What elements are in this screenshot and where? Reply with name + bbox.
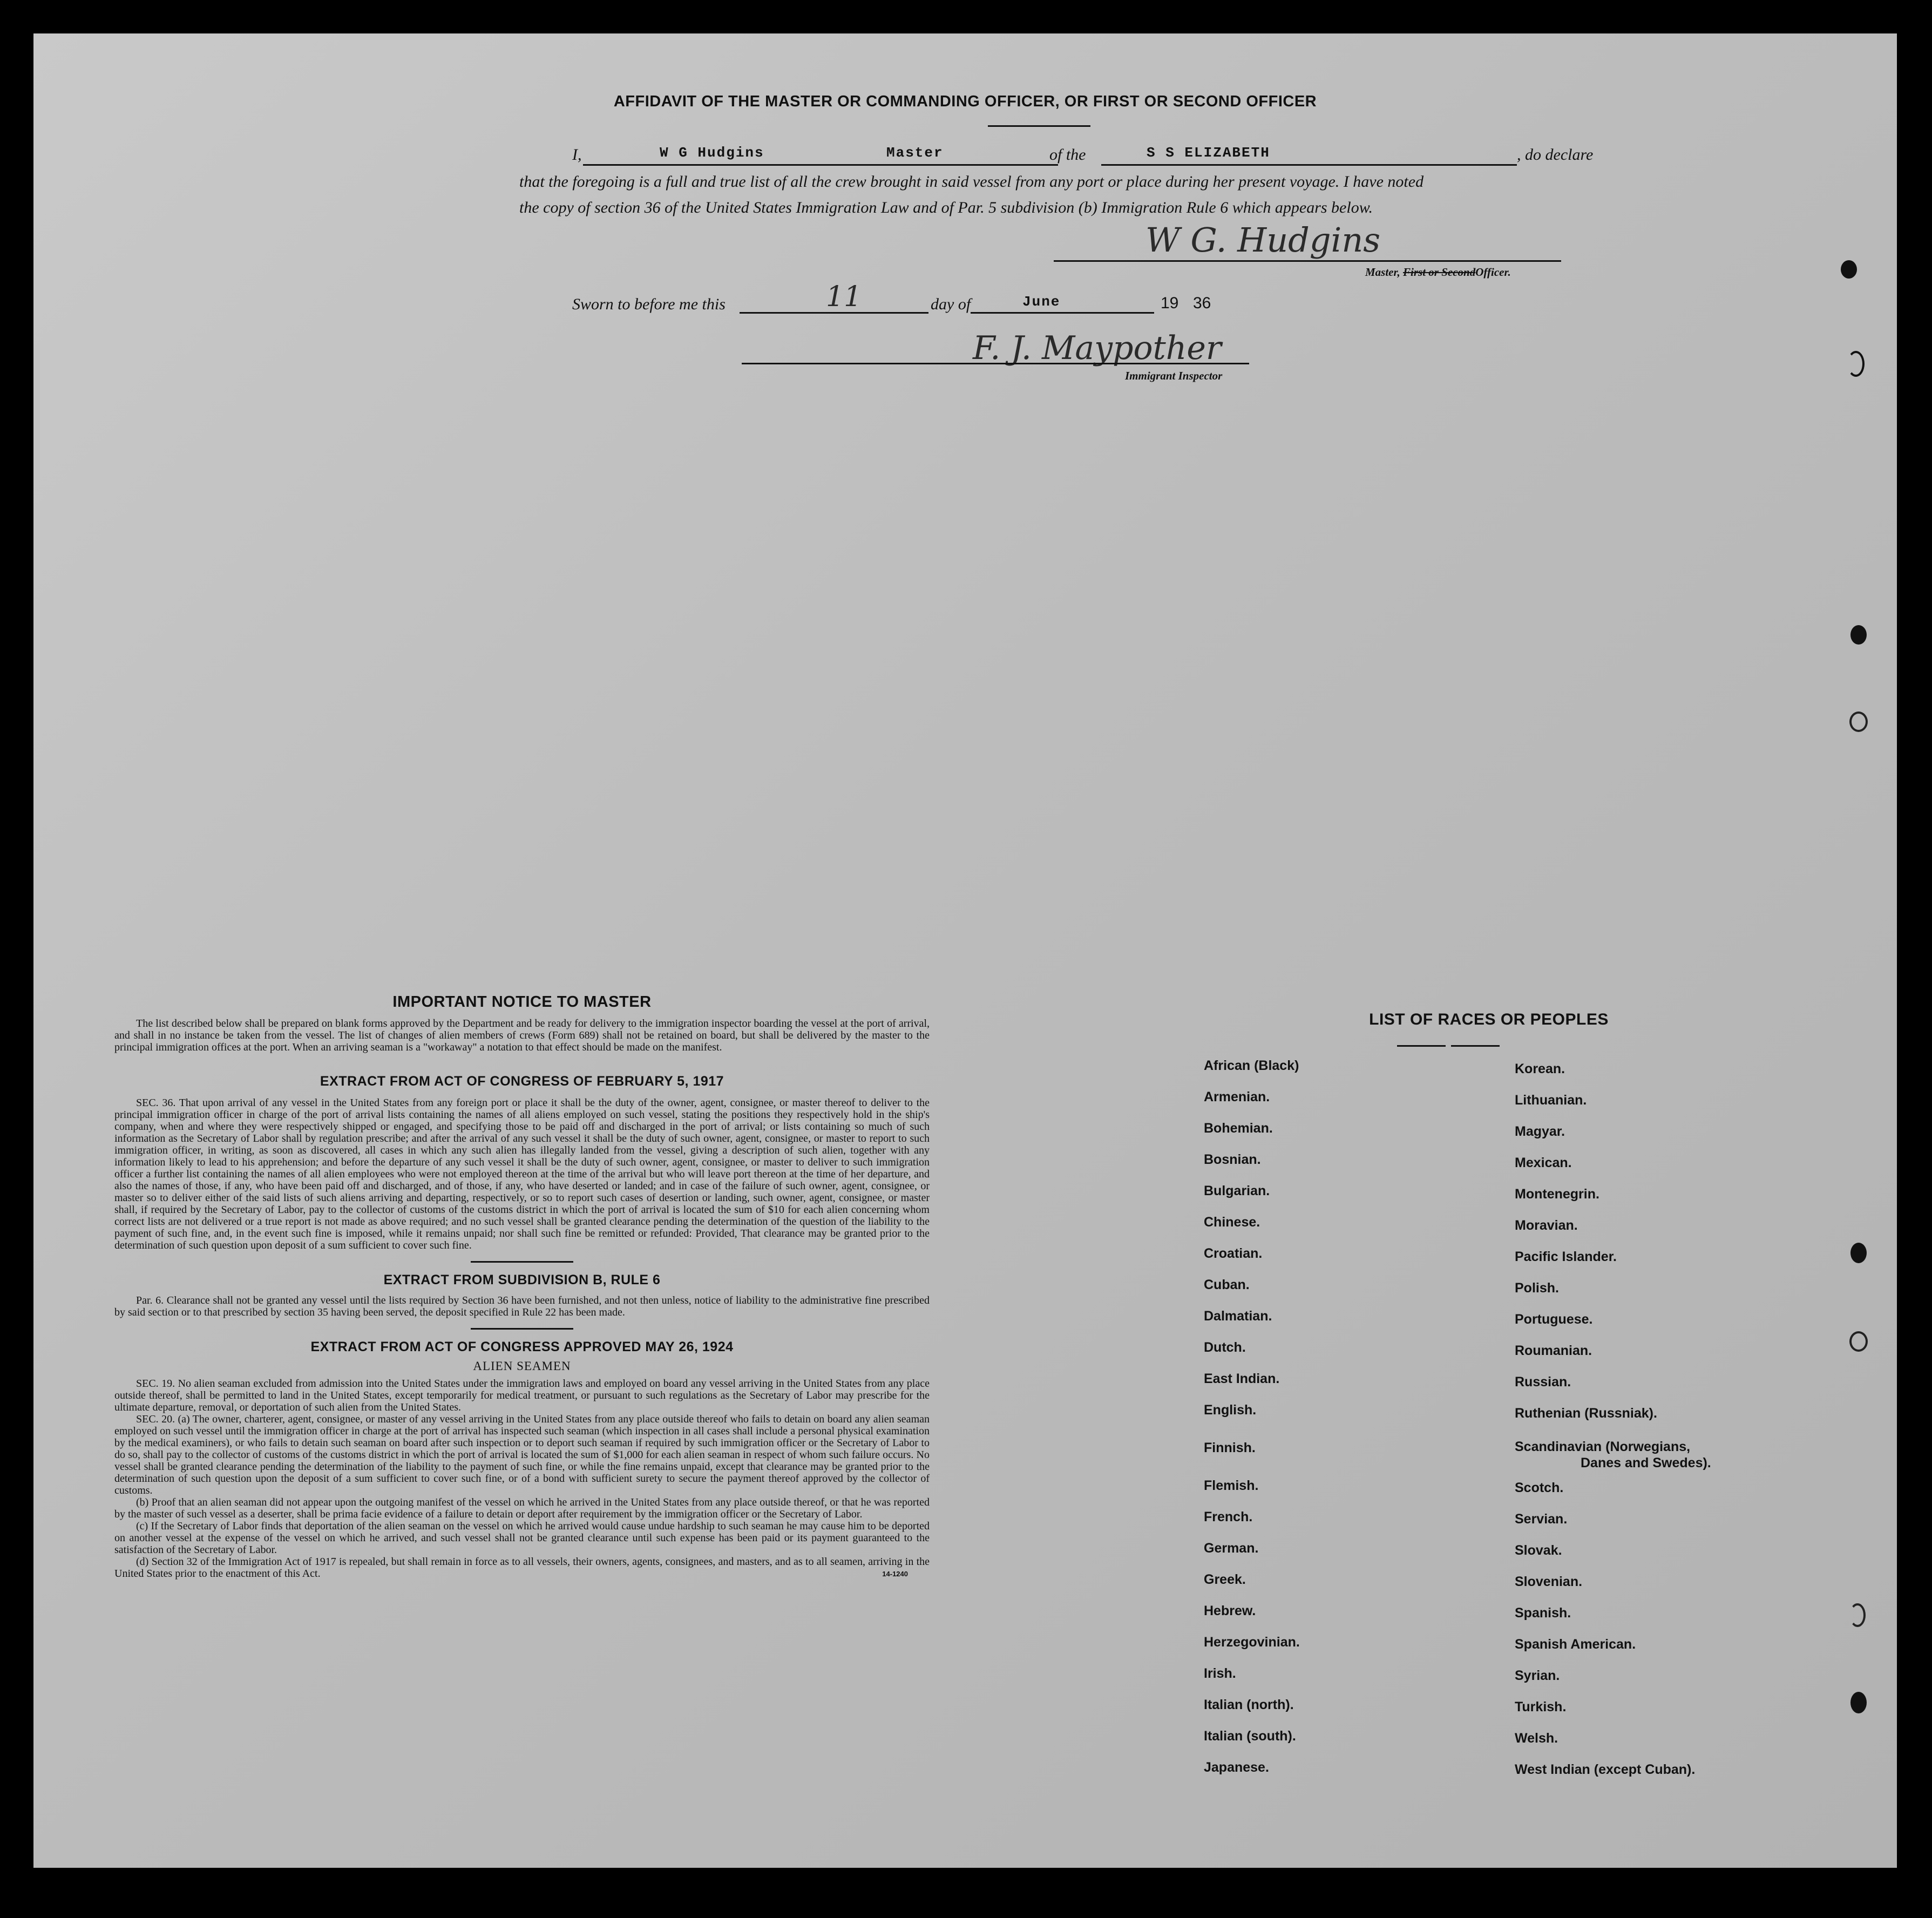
race-item: Turkish.: [1515, 1699, 1567, 1714]
master-caption-struck: First or Second: [1403, 266, 1476, 279]
races-rule-left: [1397, 1045, 1446, 1047]
rank-field[interactable]: Master: [886, 145, 944, 161]
race-item: Herzegovinian.: [1204, 1635, 1300, 1650]
race-item: French.: [1204, 1509, 1253, 1524]
race-item: Croatian.: [1204, 1246, 1263, 1261]
document-page: [33, 33, 1897, 1868]
master-name-field[interactable]: W G Hudgins: [660, 145, 764, 161]
extract2-title: EXTRACT FROM SUBDIVISION B, RULE 6: [383, 1272, 661, 1287]
extract1-rule: [471, 1261, 573, 1263]
binder-hole-6: [1849, 1331, 1868, 1352]
race-item: Scotch.: [1515, 1480, 1564, 1495]
notice-title: IMPORTANT NOTICE TO MASTER: [392, 993, 652, 1011]
notice-text: The list described below shall be prepared on blank forms approved by the Department and be ready for delivery to the immigration inspector boarding the vessel at the port of arrival, and shall in no instance be taken from the vessel. The list of changes of alien members of crews (Form 689) shall not be retained on board, but shall be delivered by the master to the principal immigration offices at the port. When an arriving seaman is a "workaway" a notation to that effect should be made on the manifest.: [114, 1018, 930, 1053]
binder-hole-4: [1849, 711, 1868, 732]
binder-hole-8: [1850, 1692, 1867, 1713]
race-item: Slovenian.: [1515, 1574, 1583, 1589]
race-item: Magyar.: [1515, 1124, 1565, 1139]
race-item: Hebrew.: [1204, 1603, 1256, 1618]
race-item: Moravian.: [1515, 1218, 1578, 1233]
sworn-label: Sworn to before me this: [572, 295, 726, 313]
race-item: Chinese.: [1204, 1215, 1260, 1230]
notice-column: [114, 993, 930, 1578]
race-item: Montenegrin.: [1515, 1187, 1599, 1202]
race-item: English.: [1204, 1402, 1257, 1418]
extract2-rule: [471, 1328, 573, 1330]
race-item: German.: [1204, 1541, 1259, 1556]
vessel-field[interactable]: S S ELIZABETH: [1147, 145, 1270, 161]
inspector-signature-line: [742, 363, 1249, 364]
race-item: East Indian.: [1204, 1371, 1280, 1386]
master-signature-line: [1054, 260, 1561, 262]
race-item: Roumanian.: [1515, 1343, 1592, 1358]
extract2-text: Par. 6. Clearance shall not be granted any vessel until the lists required by Section 36 have been furnished, and not then unless, notice of liability to the administrative fine prescribed by said section or to that prescribed by section 35 having been served, the deposit specified in Rule 22 has been made.: [114, 1295, 930, 1318]
race-item: Syrian.: [1515, 1668, 1560, 1683]
race-item: Korean.: [1515, 1061, 1565, 1076]
race-right-continuation: Danes and Swedes).: [1581, 1455, 1711, 1470]
race-item: Irish.: [1204, 1666, 1236, 1681]
race-item: Spanish American.: [1515, 1637, 1636, 1652]
master-caption-master: Master,: [1365, 266, 1400, 279]
year-prefix: 19: [1161, 294, 1179, 312]
extract3-title: EXTRACT FROM ACT OF CONGRESS APPROVED MAY 26, 1924: [310, 1339, 734, 1354]
binder-hole-2: [1847, 351, 1865, 377]
race-item: Finnish.: [1204, 1440, 1256, 1455]
race-item: Cuban.: [1204, 1277, 1250, 1292]
race-item: Servian.: [1515, 1512, 1568, 1527]
race-item: Bosnian.: [1204, 1152, 1261, 1167]
title-rule: [988, 125, 1090, 127]
do-declare-label: , do declare: [1517, 146, 1594, 164]
race-item: Greek.: [1204, 1572, 1246, 1587]
race-item: Bohemian.: [1204, 1121, 1273, 1136]
sec19-text: SEC. 19. No alien seaman excluded from admission into the United States under the immigration laws and employed on board any vessel arriving in the United States from any place outside thereof, shall be permitted to land in the United States, except temporarily for medical treatment, or pursuant to such regulations as the Secretary of Labor may prescribe for the ultimate departure, removal, or deportation of such alien from the United States.: [114, 1378, 930, 1413]
sec20c-text: (c) If the Secretary of Labor finds that deportation of the alien seaman on the vessel on which he arrived would cause undue hardship to such seaman he may cause him to be deported on another vessel at the expense of the vessel on which he arrived, and such vessel shall not be granted clearance until such expense has been paid or its payment guaranteed to the satisfaction of the Secretary of Labor.: [114, 1520, 930, 1556]
race-item: Spanish.: [1515, 1605, 1571, 1621]
race-item: Italian (south).: [1204, 1729, 1296, 1744]
of-the-label: of the: [1049, 146, 1086, 164]
affidavit-line2: that the foregoing is a full and true list of all the crew brought in said vessel from any port or place during her present voyage. I have noted: [519, 173, 1424, 191]
race-item: Armenian.: [1204, 1089, 1270, 1104]
race-item: Dalmatian.: [1204, 1309, 1272, 1324]
extract1-text: SEC. 36. That upon arrival of any vessel in the United States from any foreign port or place it shall be the duty of the owner, agent, consignee, or master thereof to deliver to the principal immigration officer in charge of the port of arrival lists containing the names of all aliens employed on such vessel, stating the positions they respectively hold in the ship's company, when and where they were respectively shipped or engaged, and specifying those to be paid off and discharged in the port of arrival; or lists containing so much of such information as the Secretary of Labor shall by regulation prescribe; and after the arrival of any such vessel it shall be the duty of such owner, agent, consignee, or master to report to such immigration officer, in writing, as soon as discovered, all cases in which any such alien has illegally landed from the vessel, giving a description of such alien, together with any information likely to lead to his apprehension; and before the departure of any such vessel it shall be the duty of such owner, agent, consignee, or master to deliver to such immigration officer a further list containing the names of all alien employees who were not employed thereon at the time of the arrival but who will leave port thereon at the time of her departure, and also the names of those, if any, who have been paid off and discharged, and of those, if any, who have deserted or landed; and in case of the failure of such owner, agent, consignee, or master so to deliver either of the said lists of such aliens arriving and departing, respectively, or so to report such cases of desertion or landing, such owner, agent, consignee, or master shall, if required by the Secretary of Labor, pay to the collector of customs of the customs district in which the port of arrival is located the sum of $10 for each alien concerning whom correct lists are not delivered or a true report is not made as above required; and no such vessel shall be granted clearance pending the determination of the question of the liability to the payment of such fine, and, in the event such fine is imposed, while it remains unpaid; nor shall such fine be remitted or refunded: Provided, That clearance may be granted prior to the determination of such question upon deposit of a sum sufficient to cover such fine.: [114, 1097, 930, 1251]
sec20a-text: SEC. 20. (a) The owner, charterer, agent, consignee, or master of any vessel arriving in the United States from any place outside thereof who fails to detain on board any alien seaman employed on such vessel until the immigration officer in charge at the port of arrival has inspected such seaman (which inspection in all cases shall include a personal physical examination by the medical examiners), or who fails to detain such seaman on board after such inspection or to deport such seaman if required by such immigration officer or the Secretary of Labor to do so, shall pay to the collector of customs of the customs district in which the port of arrival is located the sum of $1,000 for each alien seaman in respect of whom such failure occurs. No vessel shall be granted clearance pending the determination of the liability to the payment of such fine, or while the fine remains unpaid, except that clearance may be granted prior to the determination of such question upon the deposit of a sum sufficient to cover such fine, or of a bond with sufficient surety to secure the payment thereof approved by the collector of customs.: [114, 1413, 930, 1496]
race-item: Dutch.: [1204, 1340, 1246, 1355]
binder-hole-1: [1841, 260, 1857, 279]
race-item: Polish.: [1515, 1280, 1559, 1296]
race-item: Italian (north).: [1204, 1697, 1294, 1712]
name-line: [583, 164, 1058, 166]
race-item: Ruthenian (Russniak).: [1515, 1406, 1657, 1421]
affidavit-title: AFFIDAVIT OF THE MASTER OR COMMANDING OFFICER, OR FIRST OR SECOND OFFICER: [613, 93, 1317, 110]
race-item: Pacific Islander.: [1515, 1249, 1617, 1264]
affidavit-line3: the copy of section 36 of the United States Immigration Law and of Par. 5 subdivision (b) Immigration Rule 6 which appears below.: [519, 199, 1373, 216]
sec20d-text: (d) Section 32 of the Immigration Act of 1917 is repealed, but shall remain in force as to all vessels, their owners, agents, consignees, and masters, and as to all seamen, arriving in the United States prior to the enactment of this Act.: [114, 1556, 930, 1580]
master-caption: [1365, 266, 1511, 279]
year-suffix[interactable]: 36: [1193, 294, 1211, 312]
race-item: Flemish.: [1204, 1478, 1259, 1493]
sworn-day-field[interactable]: 11: [826, 281, 862, 313]
race-item: Russian.: [1515, 1374, 1571, 1390]
extract1-title: EXTRACT FROM ACT OF CONGRESS OF FEBRUARY 5, 1917: [320, 1074, 724, 1089]
race-item: Slovak.: [1515, 1543, 1562, 1558]
form-number: 14-1240: [882, 1570, 908, 1578]
races-title: LIST OF RACES OR PEOPLES: [1369, 1011, 1609, 1028]
races-rule-right: [1451, 1045, 1500, 1047]
race-item: Mexican.: [1515, 1155, 1572, 1170]
master-signature: W G. Hudgins: [1145, 220, 1381, 260]
inspector-signature: F. J. Maypother: [973, 329, 1222, 367]
sworn-month-field[interactable]: June: [1022, 294, 1061, 310]
race-item: Portuguese.: [1515, 1312, 1593, 1327]
race-item: Bulgarian.: [1204, 1183, 1270, 1198]
binder-hole-3: [1850, 625, 1867, 645]
sec20b-text: (b) Proof that an alien seaman did not appear upon the outgoing manifest of the vessel on which he arrived in the United States from any place outside thereof, or that he was reported by the master of such vessel as a deserter, shall be prima facie evidence of a failure to detain or deport after requirement by the immigration officer or the Secretary of Labor.: [114, 1496, 930, 1520]
master-caption-officer: Officer.: [1475, 266, 1511, 279]
vessel-line: [1101, 164, 1517, 166]
race-item: Lithuanian.: [1515, 1093, 1587, 1108]
extract3-subtitle: ALIEN SEAMEN: [473, 1359, 571, 1373]
affidavit-i-label: I,: [572, 146, 582, 164]
day-of-label: day of: [931, 295, 971, 313]
inspector-caption: Immigrant Inspector: [1125, 369, 1223, 382]
race-item: West Indian (except Cuban).: [1515, 1762, 1696, 1777]
race-item: African (Black): [1204, 1058, 1299, 1073]
race-item: Welsh.: [1515, 1731, 1558, 1746]
race-item: Scandinavian (Norwegians,: [1515, 1439, 1691, 1454]
race-item: Japanese.: [1204, 1760, 1269, 1775]
binder-hole-7: [1849, 1603, 1866, 1627]
sworn-month-line: [971, 312, 1154, 314]
binder-hole-5: [1850, 1243, 1867, 1263]
